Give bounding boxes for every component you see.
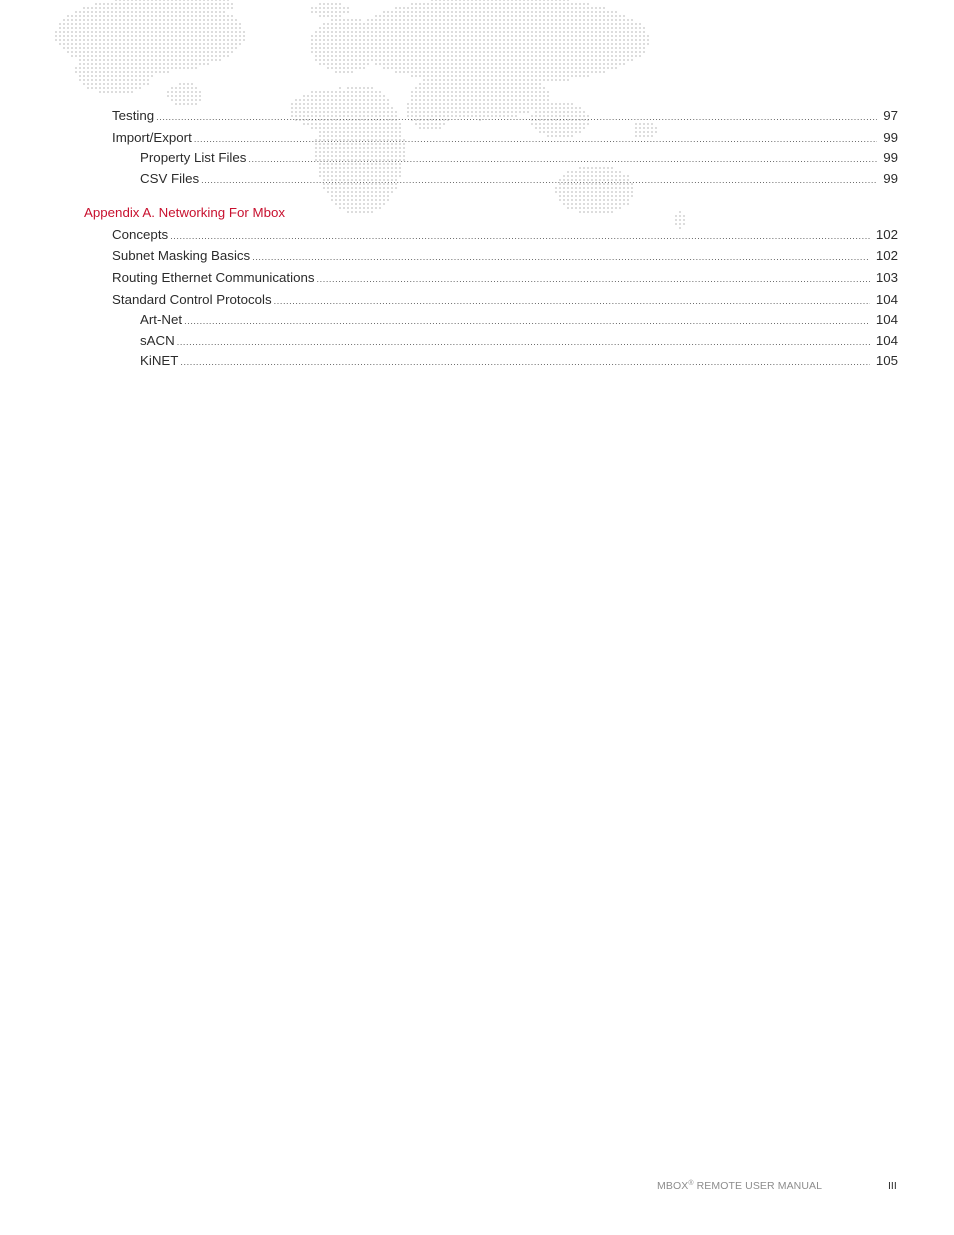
toc-entry-page: 99 bbox=[883, 150, 898, 165]
toc-entry-subnet-masking-basics[interactable] bbox=[112, 248, 898, 264]
footer-title-rest: REMOTE USER MANUAL bbox=[693, 1180, 823, 1192]
toc-entry-label: Import/Export bbox=[112, 130, 192, 145]
toc-entry-page: 99 bbox=[883, 130, 898, 145]
toc-dot-leader bbox=[180, 354, 869, 370]
toc-entry-label: Subnet Masking Basics bbox=[112, 248, 251, 263]
toc-entry-page: 97 bbox=[883, 108, 898, 123]
toc-entry-label: Testing bbox=[112, 108, 155, 123]
toc-entry-page: 102 bbox=[875, 227, 898, 242]
toc-dot-leader bbox=[274, 293, 870, 309]
toc-entry-label: Property List Files bbox=[140, 150, 247, 165]
toc-entry-label: KiNET bbox=[140, 353, 179, 368]
toc-entry-label: Standard Control Protocols bbox=[112, 292, 272, 307]
toc-dot-leader bbox=[170, 228, 870, 244]
footer-page-number: III bbox=[888, 1180, 897, 1192]
toc-entry-concepts[interactable] bbox=[112, 227, 898, 243]
footer-manual-title bbox=[657, 1180, 822, 1192]
toc-entry-page: 104 bbox=[875, 333, 898, 348]
toc-dot-leader bbox=[248, 151, 877, 167]
toc-dot-leader bbox=[317, 271, 870, 287]
toc-entry-page: 102 bbox=[875, 248, 898, 263]
toc-dot-leader bbox=[156, 109, 877, 125]
toc-entry-sacn[interactable] bbox=[140, 333, 898, 349]
toc-entry-label: sACN bbox=[140, 333, 175, 348]
toc-entry-label: Art-Net bbox=[140, 312, 183, 327]
toc-entry-page: 104 bbox=[875, 292, 898, 307]
toc-dot-leader bbox=[252, 249, 870, 265]
toc-entry-label: CSV Files bbox=[140, 171, 200, 186]
toc-dot-leader bbox=[184, 313, 870, 329]
toc-entry-page: 104 bbox=[875, 312, 898, 327]
toc-entry-kinet[interactable] bbox=[140, 353, 898, 369]
toc-entry-page: 99 bbox=[883, 171, 898, 186]
toc-entry-testing[interactable] bbox=[112, 108, 898, 124]
toc-dot-leader bbox=[201, 172, 877, 188]
registered-mark: ® bbox=[688, 1180, 694, 1187]
footer-title-brand: MBOX bbox=[657, 1180, 689, 1192]
toc-entry-page: 103 bbox=[875, 270, 898, 285]
toc-entry-standard-control-protocols[interactable] bbox=[112, 292, 898, 308]
appendix-heading[interactable]: Appendix A. Networking For Mbox bbox=[84, 205, 286, 220]
toc-entry-label: Routing Ethernet Communications bbox=[112, 270, 315, 285]
toc-entry-routing-ethernet[interactable] bbox=[112, 270, 898, 286]
toc-entry-page: 105 bbox=[875, 353, 898, 368]
toc-entry-label: Concepts bbox=[112, 227, 169, 242]
toc-entry-art-net[interactable] bbox=[140, 312, 898, 328]
toc-dot-leader bbox=[177, 334, 870, 350]
toc-entry-property-list-files[interactable] bbox=[140, 150, 898, 166]
toc-entry-csv-files[interactable] bbox=[140, 171, 898, 187]
toc-entry-import-export[interactable] bbox=[112, 130, 898, 146]
toc-dot-leader bbox=[194, 131, 877, 147]
